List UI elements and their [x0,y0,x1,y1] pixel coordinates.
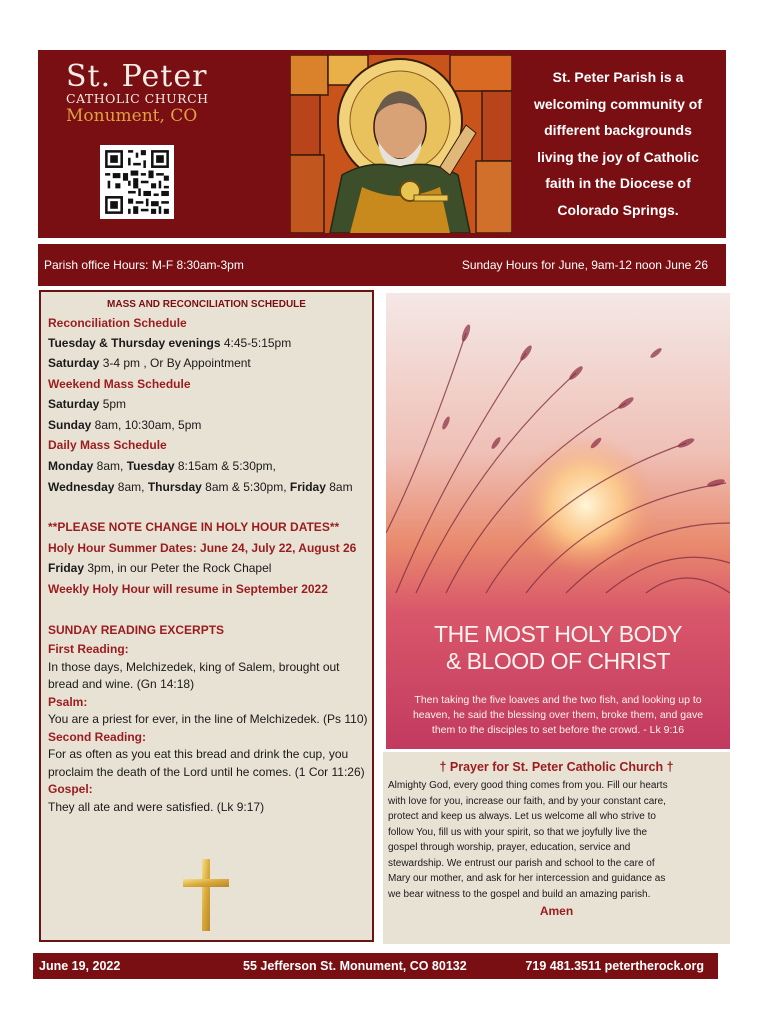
first-reading-label: First Reading: [48,642,129,656]
prayer-title: † Prayer for St. Peter Catholic Church † [439,760,674,774]
daily-mass-line [48,480,353,494]
footer-bar [33,953,718,979]
day-label: Wednesday [48,480,115,494]
qr-code-icon[interactable] [100,145,174,219]
second-reading-text: For as often as you eat this bread and drink the cup, you proclaim the death of the Lord until he comes. (1 Cor 11:26) [48,747,365,779]
day-label: Friday [48,561,85,575]
time-text: 8:15am & 5:30pm, [174,459,276,473]
day-label: Sunday [48,418,92,432]
header-band [38,50,726,238]
holy-hour-dates: Holy Hour Summer Dates: June 24, July 22, August 26 [48,541,357,555]
weekend-mass-line [48,418,201,432]
office-hours: Parish office Hours: M-F 8:30am-3pm [44,258,244,272]
second-reading-label: Second Reading: [48,729,147,744]
first-reading-text: In those days, Melchizedek, king of Salem, brought out bread and wine. (Gn 14:18) [48,659,340,691]
mission-line: faith in the Diocese of [545,175,691,191]
hours-bar [38,244,726,286]
day-label: Tuesday & Thursday evenings [48,336,221,350]
poster-title [386,621,730,675]
day-label: Saturday [48,397,100,411]
prayer-line: gospel through worship, prayer, education, service and [388,842,631,853]
gospel-label: Gospel: [48,782,93,796]
day-label: Saturday [48,356,100,370]
psalm-text: You are a priest for ever, in the line of Melchizedek. (Ps 110) [48,712,368,726]
cross-icon [183,859,229,931]
weekend-mass-heading: Weekend Mass Schedule [48,377,191,391]
prayer-line: we bear witness to the gospel and build an amazing parish. [388,888,651,900]
sunday-hours: Sunday Hours for June, 9am-12 noon June 26 [461,258,708,272]
schedule-panel [39,290,374,942]
bulletin-date: June 19, 2022 [39,959,121,973]
prayer-line: Mary our mother, and ask for her intercession and guidance as [388,873,666,884]
holy-hour-note: **PLEASE NOTE CHANGE IN HOLY HOUR DATES** [48,520,340,534]
logo-name: St. Peter [66,59,208,94]
weekend-mass-line [48,397,126,411]
time-text: 5pm [99,397,127,411]
psalm-label: Psalm: [48,694,88,709]
day-label: Friday [289,480,326,494]
gospel-text: They all ate and were satisfied. (Lk 9:17) [48,799,265,814]
prayer-line: follow You, fill us with your spirit, so that we joyfully live the [388,826,648,838]
prayer-amen: Amen [539,904,574,918]
reconciliation-heading: Reconciliation Schedule [48,316,187,330]
reconciliation-line [48,356,251,370]
daily-mass-heading: Daily Mass Schedule [48,438,167,452]
prayer-panel [383,752,730,944]
feast-poster [386,293,730,749]
parish-logo [66,59,226,126]
wheat-field-image [386,293,730,749]
prayer-line: stewardship. We entrust our parish and school to the care of [388,857,655,869]
readings-heading: SUNDAY READING EXCERPTS [48,623,225,637]
holy-hour-resume: Weekly Holy Hour will resume in September 2022 [48,582,328,596]
time-text: 8am & 5:30pm, [201,480,290,494]
day-label: Thursday [147,480,202,494]
time-text: 8am, [114,480,148,494]
mission-line: living the joy of Catholic [537,148,699,165]
mission-line: welcoming community of [533,95,702,112]
time-text: 3pm, in our Peter the Rock Chapel [84,561,272,575]
poster-title-line: THE MOST HOLY BODY [434,621,682,647]
holy-hour-friday [48,561,271,575]
prayer-line: protect and keep us always. Let us welcome all who strive to [388,811,656,822]
poster-title-line: & BLOOD OF CHRIST [445,648,671,674]
mission-line: St. Peter Parish is a [552,69,684,85]
day-label: Monday [48,459,94,473]
logo-subtitle: CATHOLIC CHURCH [66,91,209,106]
logo-location: Monument, CO [66,106,198,126]
time-text: 8am, 10:30am, 5pm [91,418,202,432]
mission-statement [516,64,720,223]
readings-text [48,641,370,816]
time-text: 8am [325,480,353,494]
poster-quote: Then taking the five loaves and the two fish, and looking up to heaven, he said the blessing over them, broke them, and gave them to the disciples to set before the crowd. - Lk 9:16 [412,694,704,736]
time-text: 4:45-5:15pm [220,336,292,350]
mission-line: different backgrounds [544,122,692,138]
reconciliation-line [48,336,291,350]
stained-glass-image [290,55,512,233]
schedule-title: MASS AND RECONCILIATION SCHEDULE [107,299,306,310]
daily-mass-line [48,459,276,473]
time-text: 8am, [93,459,127,473]
prayer-body [388,778,726,902]
parish-address: 55 Jefferson St. Monument, CO 80132 [243,959,467,973]
mission-line: Colorado Springs. [557,201,679,218]
parish-contact[interactable]: 719 481.3511 petertherock.org [525,959,704,973]
prayer-line: with love for you, increase our faith, and by your constant care, [388,795,666,807]
time-text: 3-4 pm , Or By Appointment [99,356,251,370]
day-label: Tuesday [126,459,175,473]
prayer-line: Almighty God, every good thing comes from you. Fill our hearts [388,780,668,791]
